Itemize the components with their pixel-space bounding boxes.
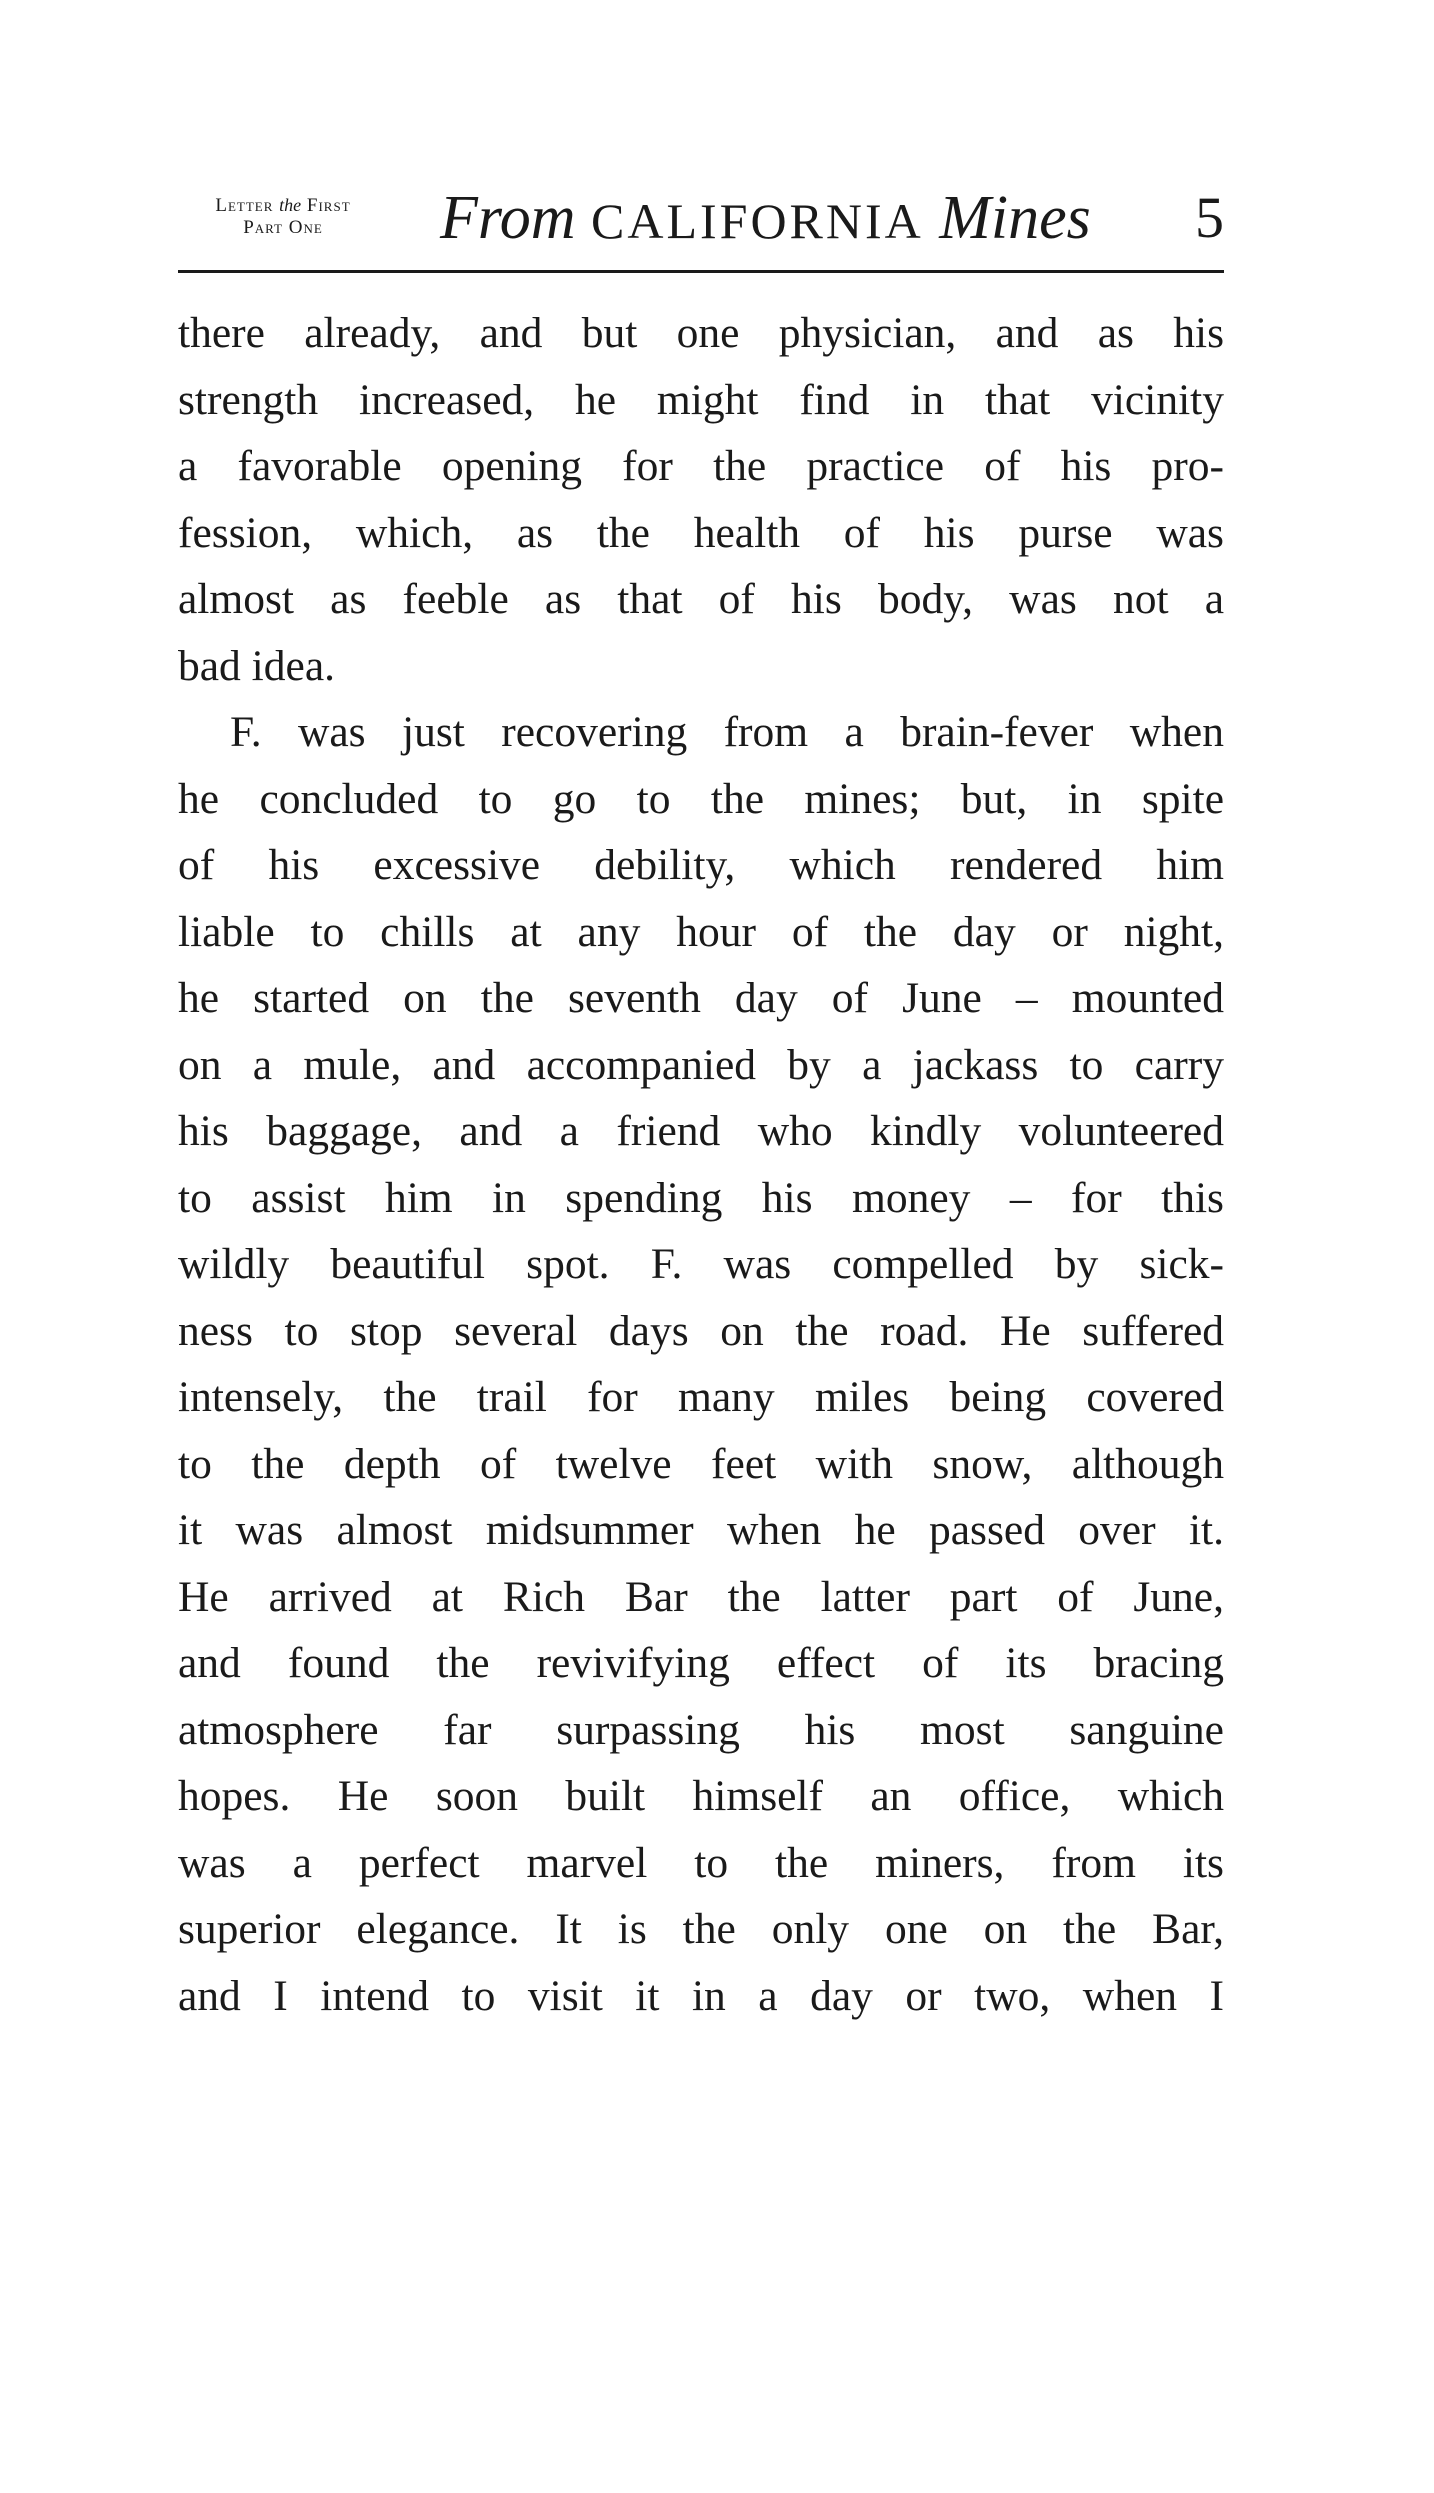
text-line: his baggage, and a friend who kindly volunteered — [178, 1107, 1224, 1155]
letter-word: Letter — [215, 195, 274, 216]
page-number: 5 — [1195, 185, 1224, 250]
text-line: to assist him in spending his money – for this — [178, 1173, 1224, 1222]
text-line: hopes. He soon built himself an office, which — [178, 1772, 1224, 1820]
text-line: bad idea. — [178, 641, 336, 690]
text-line: superior elegance. It is the only one on the Bar, — [178, 1905, 1224, 1953]
paragraph-1 — [178, 300, 1224, 699]
running-head — [178, 178, 1224, 268]
title-mines: Mines — [939, 184, 1091, 252]
section-label-line-2: Part One — [243, 217, 323, 238]
text-line: and I intend to visit it in a day or two, when I — [178, 1971, 1224, 2020]
text-line: almost as feeble as that of his body, was not a — [178, 575, 1224, 623]
text-line: a favorable opening for the practice of his pro- — [178, 442, 1224, 490]
text-line: liable to chills at any hour of the day or night, — [178, 907, 1224, 956]
text-line: intensely, the trail for many miles being covered — [178, 1373, 1224, 1421]
text-line: strength increased, he might find in that vicinity — [178, 375, 1224, 424]
text-line: on a mule, and accompanied by a jackass to carry — [178, 1040, 1224, 1089]
first-word: First — [306, 195, 351, 216]
text-line: wildly beautiful spot. F. was compelled by sick- — [178, 1240, 1224, 1288]
text-line: ness to stop several days on the road. He suffered — [178, 1306, 1224, 1355]
header-rule — [178, 270, 1224, 273]
section-label-line-1 — [178, 194, 388, 217]
text-line: it was almost midsummer when he passed over it. — [178, 1506, 1224, 1554]
text-line: he started on the seventh day of June – mounted — [178, 974, 1224, 1022]
text-line: he concluded to go to the mines; but, in spite — [178, 774, 1224, 823]
text-line: there already, and but one physician, and as his — [178, 309, 1224, 357]
text-line: of his excessive debility, which rendered him — [178, 841, 1224, 889]
book-title — [440, 178, 1091, 261]
the-word: the — [279, 195, 302, 215]
section-label — [178, 194, 388, 239]
text-line: F. was just recovering from a brain-fever when — [230, 708, 1224, 756]
title-from: From — [440, 184, 576, 252]
body-text — [178, 300, 1224, 2029]
text-line: was a perfect marvel to the miners, from its — [178, 1838, 1224, 1887]
text-line: to the depth of twelve feet with snow, although — [178, 1439, 1224, 1488]
text-line: fession, which, as the health of his purse was — [178, 508, 1224, 557]
text-line: He arrived at Rich Bar the latter part of June, — [178, 1572, 1224, 1621]
title-california: CALIFORNIA — [590, 193, 924, 249]
paragraph-2 — [178, 699, 1224, 2029]
text-line: atmosphere far surpassing his most sanguine — [178, 1705, 1224, 1754]
text-line: and found the revivifying effect of its bracing — [178, 1639, 1224, 1687]
